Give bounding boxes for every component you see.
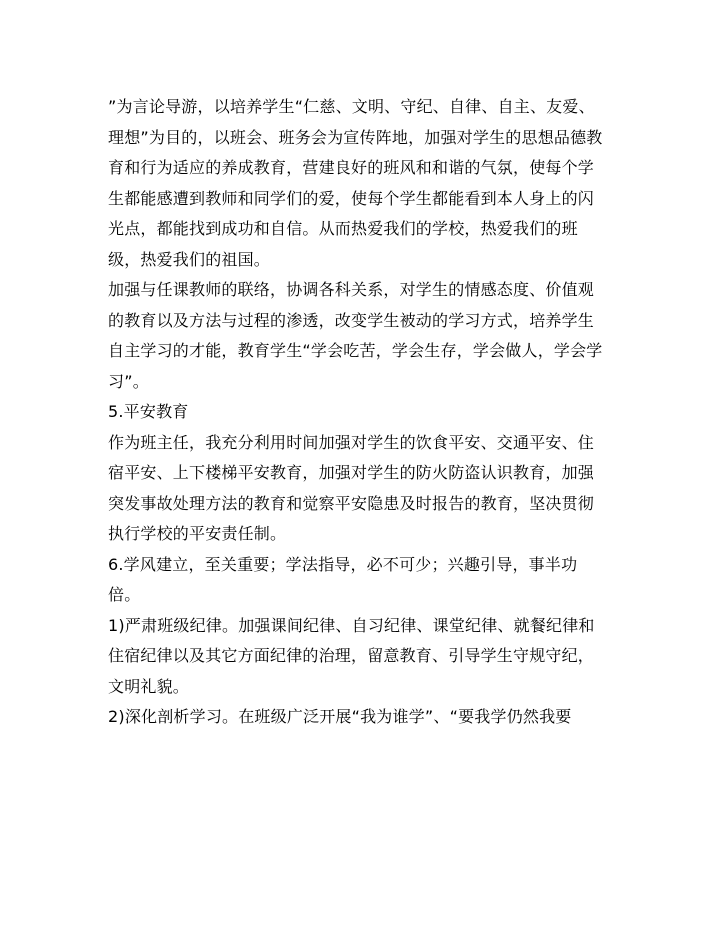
paragraph-study-analysis: 2)深化剖析学习。在班级广泛开展“我为谁学”、“要我学仍然我要 bbox=[108, 707, 572, 726]
paragraph-teacher-liaison: 加强与任课教师的联络，协调各科关系，对学生的情感态度、价值观的教育以及方法与过程的渗透，改变学生被动的学习方式，培养学生自主学习的才能，教育学生“学会吃苦，学会生存，学会做人，学会学习”。 bbox=[108, 280, 603, 391]
paragraph-class-discipline: 1)严肃班级纪律。加强课间纪律、自习纪律、课堂纪律、就餐纪律和住宿纪律以及其它方面纪律的治理，留意教育、引导学生守规守纪，文明礼貌。 bbox=[108, 615, 595, 696]
paragraph-safety-education: 作为班主任，我充分利用时间加强对学生的饮食平安、交通平安、住宿平安、上下楼梯平安教育，加强对学生的防火防盗认识教育，加强突发事故处理方法的教育和觉察平安隐患及时报告的教育，坚决贯彻执行学校的平安责任制。 bbox=[108, 432, 595, 543]
heading-study-style: 6.学风建立，至关重要；学法指导，必不可少；兴趣引导，事半功倍。 bbox=[108, 554, 578, 604]
heading-safety-education: 5.平安教育 bbox=[108, 402, 189, 421]
document-body bbox=[108, 92, 608, 733]
paragraph-moral-education: ”为言论导游，以培养学生“仁慈、文明、守纪、自律、自主、友爱、理想”为目的，以班会、班务会为宣传阵地，加强对学生的思想品德教育和行为适应的养成教育，营建良好的班风和和谐的气氛，使每个学生都能感遭到教师和同学们的爱，使每个学生都能看到本人身上的闪光点，都能找到成功和自信。从而热爱我们的学校，热爱我们的班级，热爱我们的祖国。 bbox=[108, 97, 603, 269]
